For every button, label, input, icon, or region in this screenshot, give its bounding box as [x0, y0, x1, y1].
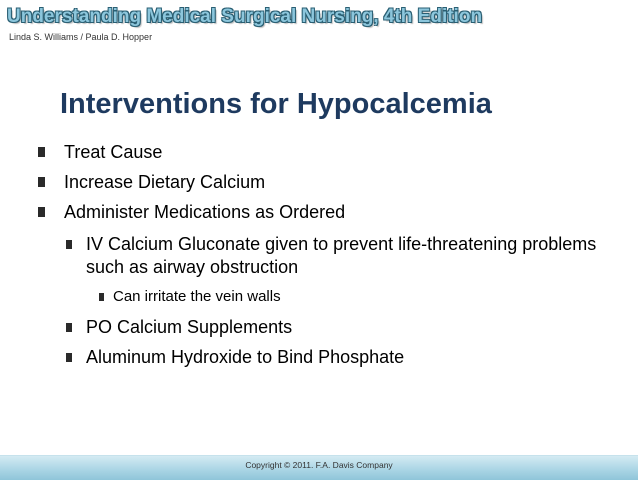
bullet-item: [38, 201, 345, 224]
bullet-text: Aluminum Hydroxide to Bind Phosphate: [86, 347, 405, 367]
copyright-notice: Copyright © 2011. F.A. Davis Company: [245, 460, 393, 470]
bullet-text: IV Calcium Gluconate given to prevent life-threatening problems such as airway obstruction: [86, 234, 597, 278]
bullet-text: Treat Cause: [64, 142, 163, 162]
bullet-marker-icon: [38, 207, 45, 217]
bullet-marker-icon: [66, 240, 72, 249]
bullet-item: [99, 287, 281, 306]
bullet-item: [66, 233, 606, 279]
book-title: Understanding Medical Surgical Nursing, 4th Edition: [7, 6, 483, 27]
slide-title: Interventions for Hypocalcemia: [60, 88, 492, 120]
bullet-text: PO Calcium Supplements: [86, 317, 293, 337]
bullet-text: Can irritate the vein walls: [113, 288, 281, 305]
bullet-item: [38, 171, 265, 194]
bullet-text: Administer Medications as Ordered: [64, 202, 346, 222]
bullet-marker-icon: [66, 323, 72, 332]
bullet-marker-icon: [38, 147, 45, 157]
bullet-item: [66, 316, 292, 339]
book-authors: Linda S. Williams / Paula D. Hopper: [9, 32, 153, 42]
bullet-marker-icon: [99, 293, 104, 301]
bullet-text: Increase Dietary Calcium: [64, 172, 266, 192]
bullet-item: [38, 141, 162, 164]
bullet-item: [66, 346, 404, 369]
bullet-marker-icon: [38, 177, 45, 187]
bullet-marker-icon: [66, 353, 72, 362]
